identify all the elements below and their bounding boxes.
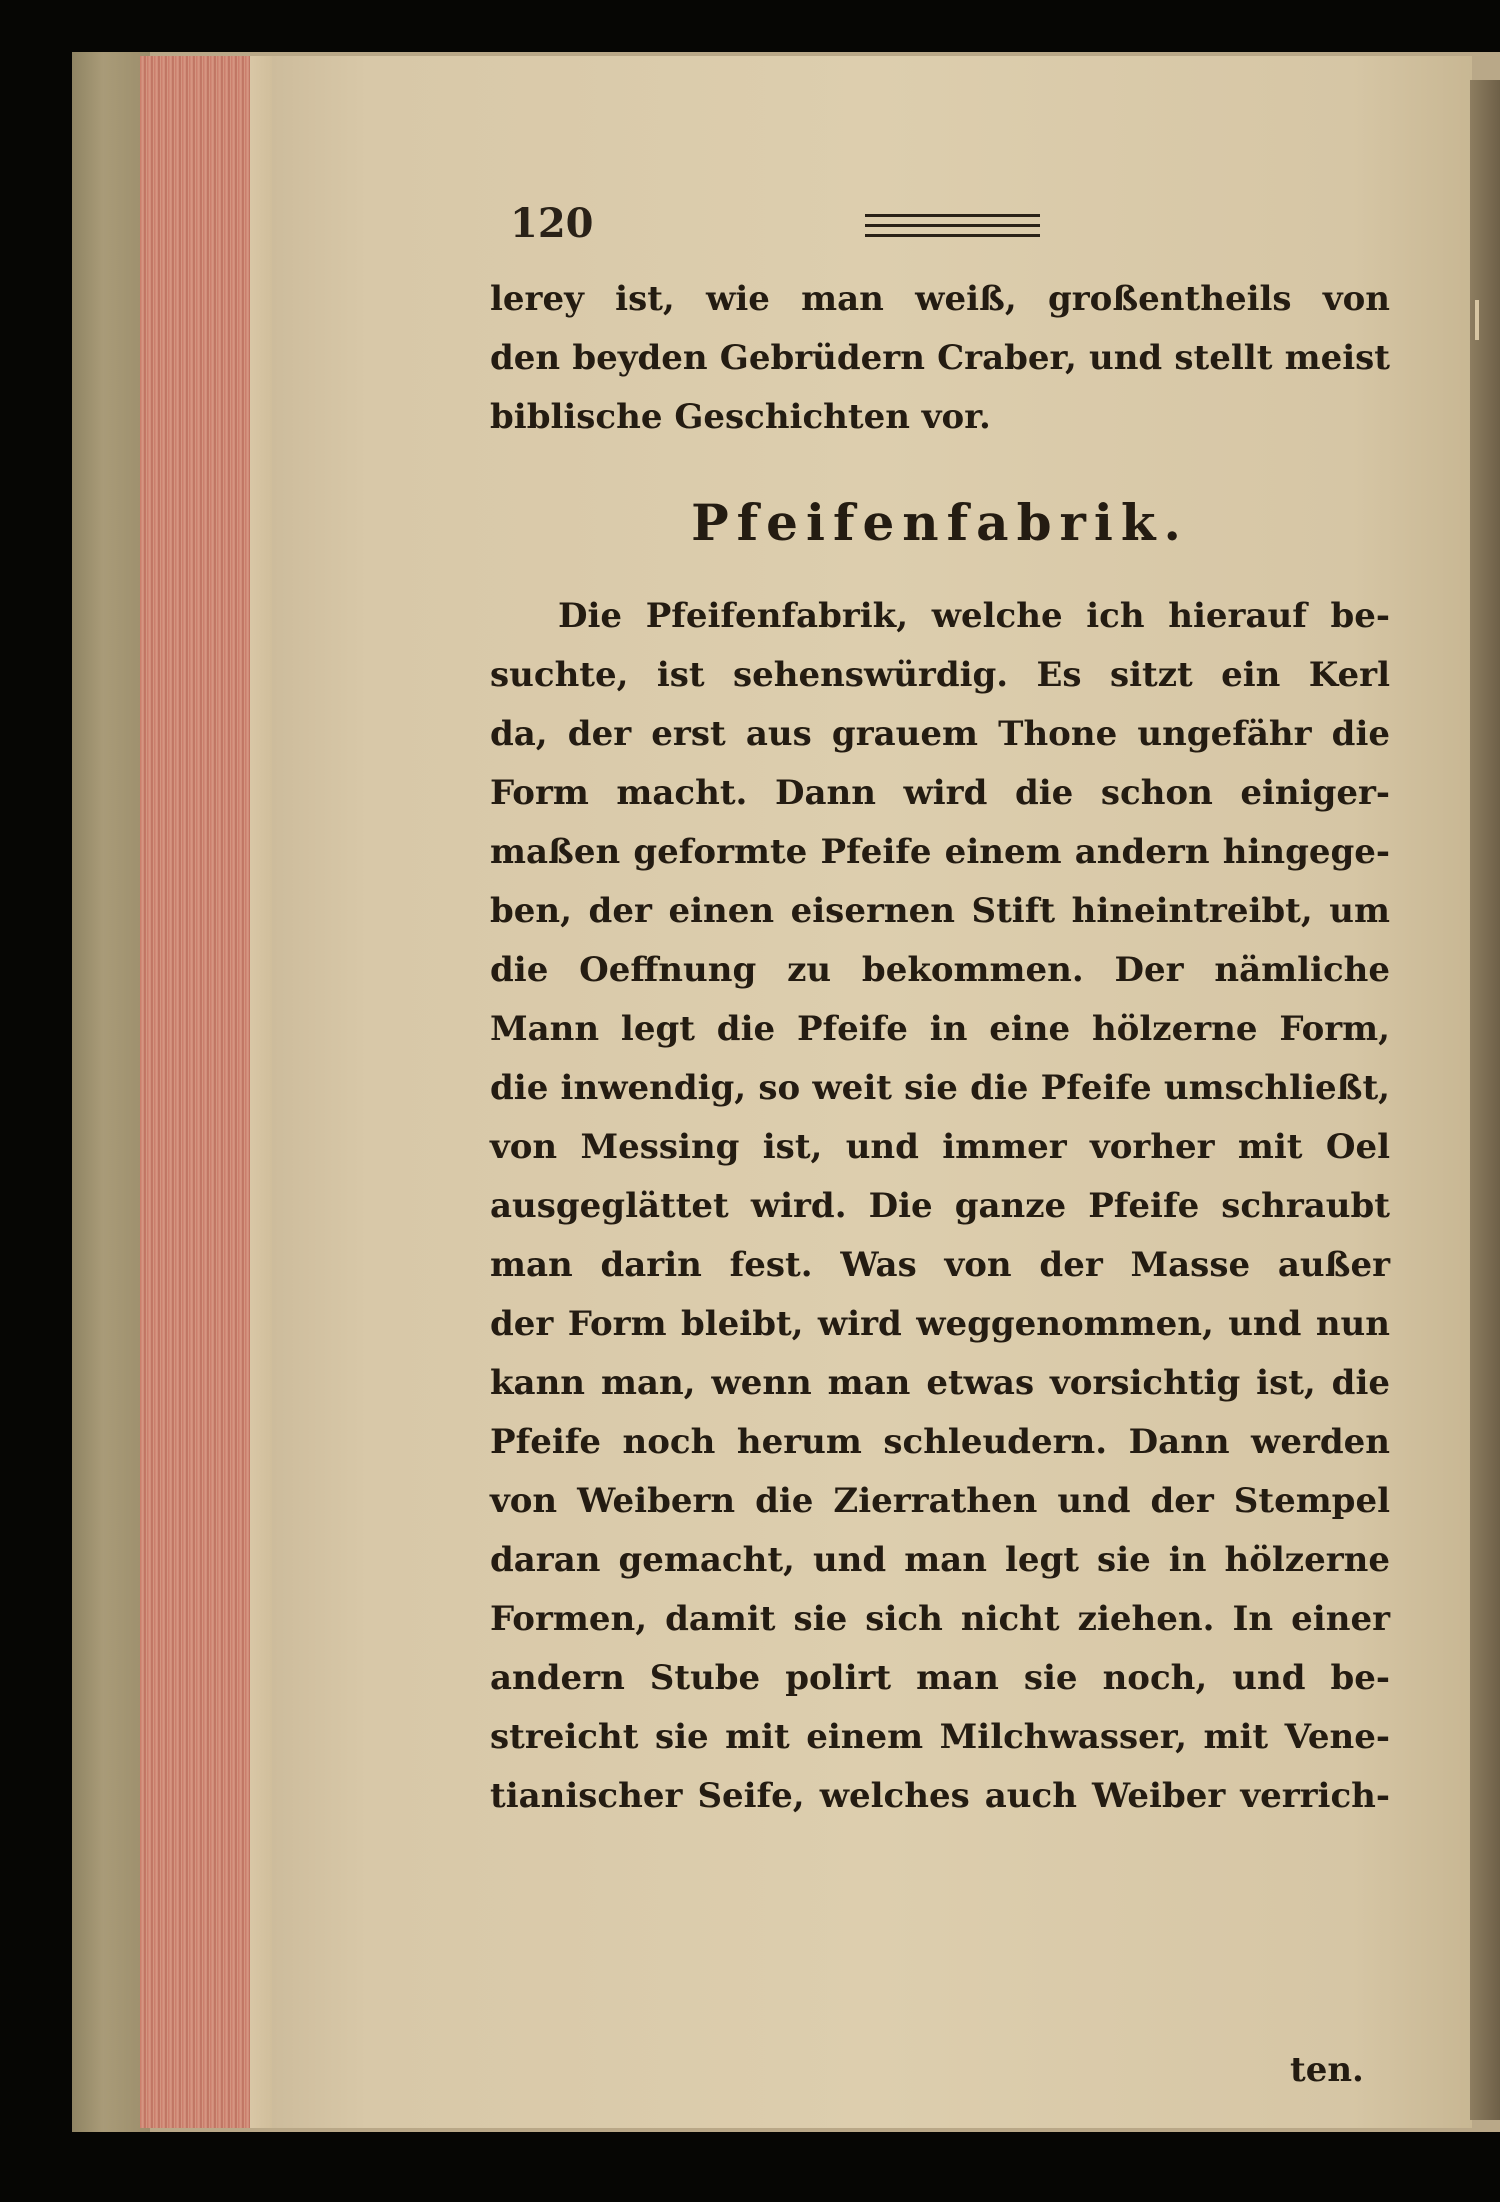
text-line: man darin fest. Was von der Masse außer xyxy=(490,1245,1390,1285)
section-heading: Pfeifenfabrik. xyxy=(691,493,1189,552)
header-rule-bottom xyxy=(865,234,1040,237)
text-line: kann man, wenn man etwas vorsichtig ist, die xyxy=(490,1363,1390,1403)
page-number: 120 xyxy=(510,200,594,247)
text-line: da, der erst aus grauem Thone ungefähr die xyxy=(490,714,1390,754)
text-line: Die Pfeifenfabrik, welche ich hierauf be- xyxy=(558,596,1390,636)
text-line: biblische Geschichten vor. xyxy=(490,397,991,437)
text-line: die Oeffnung zu bekommen. Der nämliche xyxy=(490,950,1390,990)
text-line: von Weibern die Zierrathen und der Stempel xyxy=(490,1481,1390,1521)
stitch-mark xyxy=(1475,300,1479,340)
text-line: tianischer Seife, welches auch Weiber verrich- xyxy=(490,1776,1390,1816)
page-text xyxy=(490,270,1390,1826)
text-line: maßen geformte Pfeife einem andern hingege- xyxy=(490,832,1390,872)
text-line: Pfeife noch herum schleudern. Dann werden xyxy=(490,1422,1390,1462)
header-rule-top xyxy=(865,214,1040,217)
text-line: Mann legt die Pfeife in eine hölzerne Form, xyxy=(490,1009,1390,1049)
text-line: ben, der einen eisernen Stift hineintreibt, um xyxy=(490,891,1390,931)
text-line: den beyden Gebrüdern Craber, und stellt meist xyxy=(490,338,1390,378)
text-line: andern Stube polirt man sie noch, und be- xyxy=(490,1658,1390,1698)
text-line: lerey ist, wie man weiß, großentheils von xyxy=(490,279,1390,319)
text-line: suchte, ist sehenswürdig. Es sitzt ein Kerl xyxy=(490,655,1390,695)
book-cover-edge xyxy=(72,52,150,2132)
text-line: Formen, damit sie sich nicht ziehen. In einer xyxy=(490,1599,1390,1639)
page-header xyxy=(510,200,1380,260)
text-line: streicht sie mit einem Milchwasser, mit Vene- xyxy=(490,1717,1390,1757)
text-line: ausgeglättet wird. Die ganze Pfeife schraubt xyxy=(490,1186,1390,1226)
text-line: der Form bleibt, wird weggenommen, und nun xyxy=(490,1304,1390,1344)
text-line: die inwendig, so weit sie die Pfeife umschließt, xyxy=(490,1068,1390,1108)
text-line: Form macht. Dann wird die schon einiger- xyxy=(490,773,1390,813)
catchword: ten. xyxy=(1290,2050,1364,2090)
text-line: daran gemacht, und man legt sie in hölzerne xyxy=(490,1540,1390,1580)
text-line: von Messing ist, und immer vorher mit Oel xyxy=(490,1127,1390,1167)
facing-page-edge xyxy=(1470,80,1500,2120)
header-rule-middle xyxy=(865,224,1040,227)
